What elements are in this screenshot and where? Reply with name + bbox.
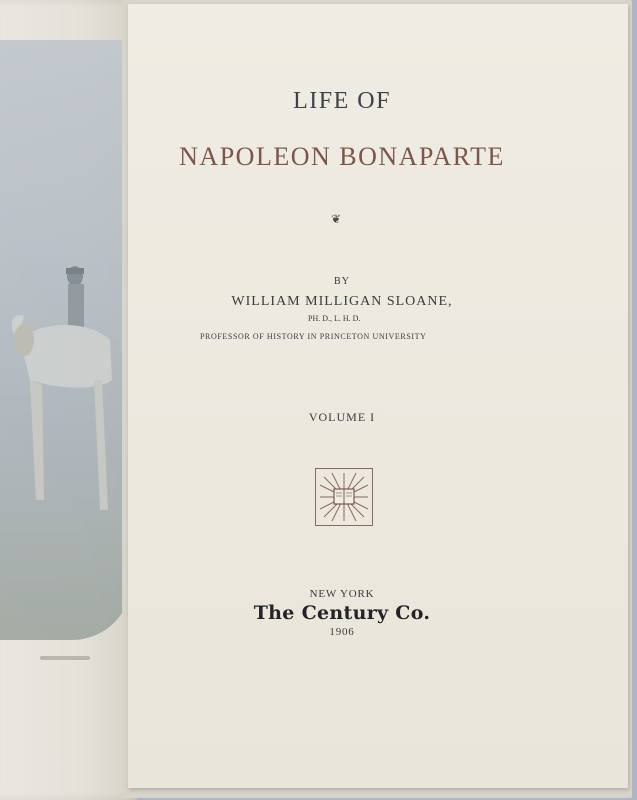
publication-place: NEW YORK — [309, 588, 375, 600]
publication-year: 1906 — [329, 626, 355, 638]
frontispiece-page — [0, 0, 137, 800]
author-degrees: PH. D., L. H. D. — [308, 314, 361, 323]
frontispiece-plate — [0, 40, 132, 640]
publisher-name: The Century Co. — [253, 602, 431, 624]
author-name: WILLIAM MILLIGAN SLOANE, — [231, 294, 453, 309]
publisher-device-icon — [315, 468, 373, 526]
plate-caption-line — [40, 656, 90, 660]
volume-label: VOLUME I — [308, 410, 376, 424]
equestrian-figure-illustration — [0, 40, 132, 640]
fleuron-ornament-icon: ❦ — [331, 212, 342, 226]
author-title: PROFESSOR OF HISTORY IN PRINCETON UNIVERSITY — [200, 332, 427, 341]
by-label: BY — [334, 276, 350, 287]
title-line-2: NAPOLEON BONAPARTE — [179, 142, 505, 171]
title-page — [128, 4, 628, 788]
title-line-1: LIFE OF — [293, 88, 391, 114]
